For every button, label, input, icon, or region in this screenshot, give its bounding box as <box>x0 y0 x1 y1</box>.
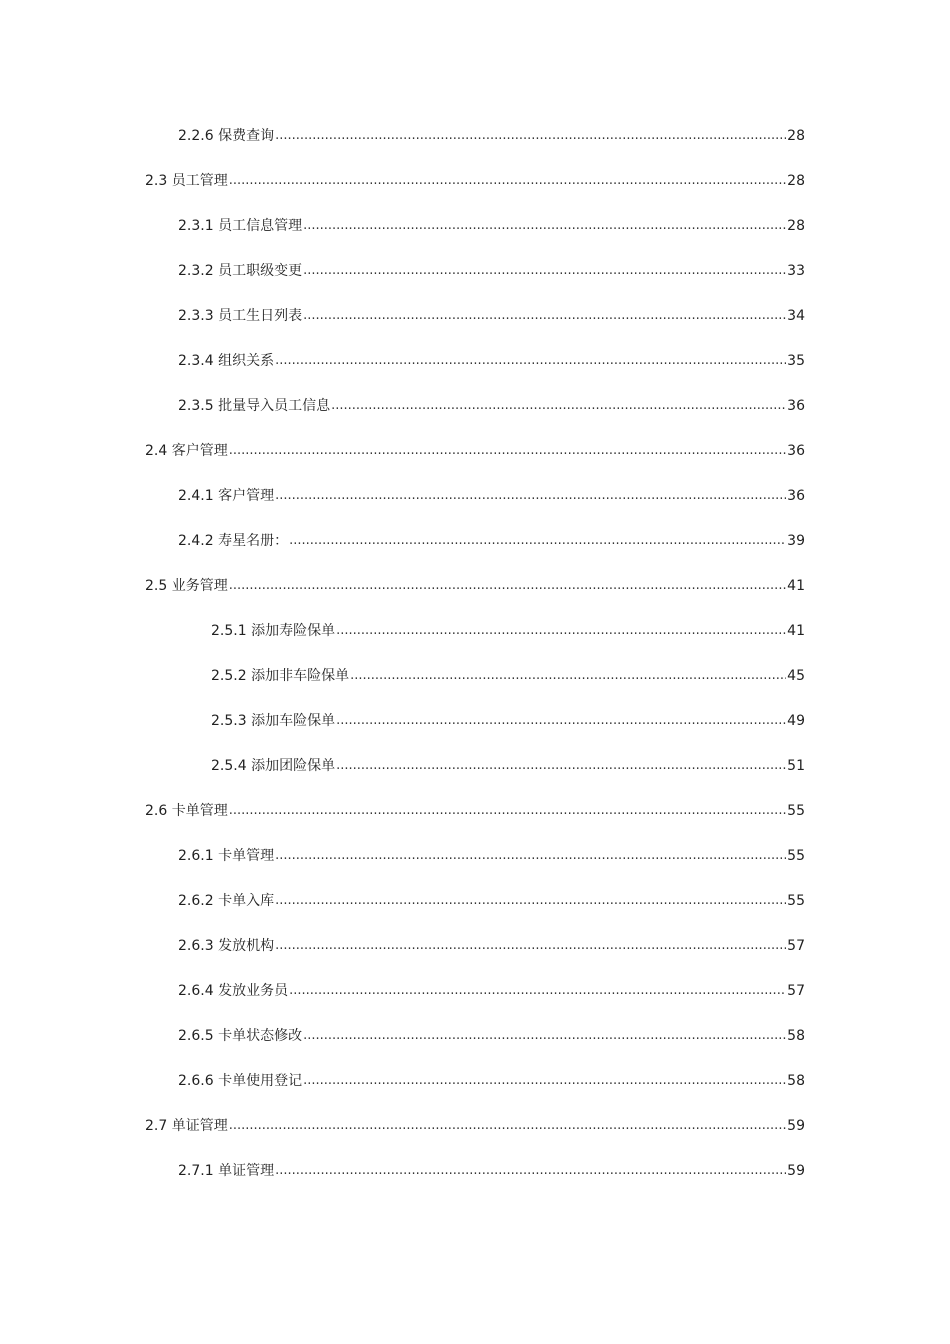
toc-entry[interactable] <box>211 616 805 640</box>
toc-entry-page-number: 59 <box>787 1118 805 1134</box>
toc-entry-label: 2.6.1 卡单管理 <box>178 848 275 864</box>
toc-entry[interactable] <box>178 1066 805 1090</box>
toc-entry[interactable] <box>145 166 805 190</box>
toc-dot-leader <box>331 397 786 415</box>
toc-dot-leader <box>275 127 786 145</box>
toc-entry[interactable] <box>145 571 805 595</box>
toc-dot-leader <box>303 1027 786 1045</box>
toc-dot-leader <box>275 1162 786 1180</box>
toc-dot-leader <box>229 1117 786 1135</box>
toc-entry-page-number: 39 <box>787 533 805 549</box>
toc-entry-page-number: 36 <box>787 398 805 414</box>
toc-entry[interactable] <box>178 526 805 550</box>
toc-entry-page-number: 55 <box>787 803 805 819</box>
toc-dot-leader <box>289 532 786 550</box>
toc-entry[interactable] <box>178 841 805 865</box>
toc-dot-leader <box>229 802 786 820</box>
toc-entry-label: 2.6 卡单管理 <box>145 803 228 819</box>
toc-entry-label: 2.3.2 员工职级变更 <box>178 263 303 279</box>
toc-entry-page-number: 57 <box>787 938 805 954</box>
toc-entry[interactable] <box>178 391 805 415</box>
toc-entry-page-number: 59 <box>787 1163 805 1179</box>
toc-entry-label: 2.3 员工管理 <box>145 173 228 189</box>
toc-entry-label: 2.5.3 添加车险保单 <box>211 713 336 729</box>
toc-dot-leader <box>303 307 786 325</box>
toc-entry-page-number: 55 <box>787 848 805 864</box>
toc-entry-label: 2.4.1 客户管理 <box>178 488 275 504</box>
toc-entry[interactable] <box>178 346 805 370</box>
toc-entry-page-number: 45 <box>787 668 805 684</box>
toc-entry-page-number: 34 <box>787 308 805 324</box>
toc-entry[interactable] <box>145 1111 805 1135</box>
toc-dot-leader <box>303 262 786 280</box>
toc-dot-leader <box>275 847 786 865</box>
toc-dot-leader <box>350 667 786 685</box>
toc-entry-page-number: 33 <box>787 263 805 279</box>
toc-entry-page-number: 41 <box>787 578 805 594</box>
toc-entry[interactable] <box>178 976 805 1000</box>
toc-dot-leader <box>303 217 786 235</box>
toc-entry-label: 2.7 单证管理 <box>145 1118 228 1134</box>
toc-entry-page-number: 58 <box>787 1028 805 1044</box>
toc-entry[interactable] <box>145 796 805 820</box>
toc-entry-page-number: 41 <box>787 623 805 639</box>
toc-entry[interactable] <box>178 121 805 145</box>
toc-entry[interactable] <box>178 256 805 280</box>
toc-entry-page-number: 36 <box>787 443 805 459</box>
toc-entry-label: 2.3.5 批量导入员工信息 <box>178 398 331 414</box>
toc-entry-label: 2.5.4 添加团险保单 <box>211 758 336 774</box>
toc-entry[interactable] <box>211 661 805 685</box>
toc-entry-label: 2.4.2 寿星名册： <box>178 533 289 549</box>
toc-dot-leader <box>229 172 786 190</box>
toc-entry[interactable] <box>178 1156 805 1180</box>
toc-entry-label: 2.7.1 单证管理 <box>178 1163 275 1179</box>
toc-entry[interactable] <box>211 751 805 775</box>
toc-entry-label: 2.6.6 卡单使用登记 <box>178 1073 303 1089</box>
toc-entry[interactable] <box>178 1021 805 1045</box>
toc-entry-page-number: 28 <box>787 218 805 234</box>
toc-dot-leader <box>336 757 786 775</box>
toc-entry-label: 2.6.4 发放业务员 <box>178 983 289 999</box>
toc-dot-leader <box>336 622 786 640</box>
toc-entry-page-number: 55 <box>787 893 805 909</box>
toc-dot-leader <box>275 892 786 910</box>
toc-entry-label: 2.5.1 添加寿险保单 <box>211 623 336 639</box>
toc-entry-label: 2.6.2 卡单入库 <box>178 893 275 909</box>
toc-dot-leader <box>303 1072 786 1090</box>
toc-entry-page-number: 35 <box>787 353 805 369</box>
toc-dot-leader <box>229 442 786 460</box>
toc-dot-leader <box>229 577 786 595</box>
toc-entry-page-number: 51 <box>787 758 805 774</box>
toc-dot-leader <box>275 352 786 370</box>
toc-entry[interactable] <box>178 931 805 955</box>
toc-dot-leader <box>336 712 786 730</box>
toc-entry-label: 2.5 业务管理 <box>145 578 228 594</box>
toc-entry[interactable] <box>145 436 805 460</box>
toc-entry[interactable] <box>178 481 805 505</box>
toc-entry-label: 2.2.6 保费查询 <box>178 128 275 144</box>
toc-entry-label: 2.5.2 添加非车险保单 <box>211 668 350 684</box>
toc-entry-label: 2.3.4 组织关系 <box>178 353 275 369</box>
toc-entry[interactable] <box>211 706 805 730</box>
toc-entry-label: 2.6.3 发放机构 <box>178 938 275 954</box>
toc-entry-page-number: 49 <box>787 713 805 729</box>
toc-dot-leader <box>289 982 786 1000</box>
toc-entry-label: 2.4 客户管理 <box>145 443 228 459</box>
toc-entry-page-number: 28 <box>787 173 805 189</box>
toc-entry[interactable] <box>178 211 805 235</box>
toc-entry[interactable] <box>178 886 805 910</box>
toc-entry[interactable] <box>178 301 805 325</box>
toc-entry-label: 2.3.1 员工信息管理 <box>178 218 303 234</box>
toc-entry-page-number: 28 <box>787 128 805 144</box>
toc-entry-page-number: 36 <box>787 488 805 504</box>
toc-dot-leader <box>275 487 786 505</box>
toc-entry-page-number: 58 <box>787 1073 805 1089</box>
toc-entry-label: 2.6.5 卡单状态修改 <box>178 1028 303 1044</box>
toc-entry-label: 2.3.3 员工生日列表 <box>178 308 303 324</box>
toc-entry-page-number: 57 <box>787 983 805 999</box>
toc-dot-leader <box>275 937 786 955</box>
